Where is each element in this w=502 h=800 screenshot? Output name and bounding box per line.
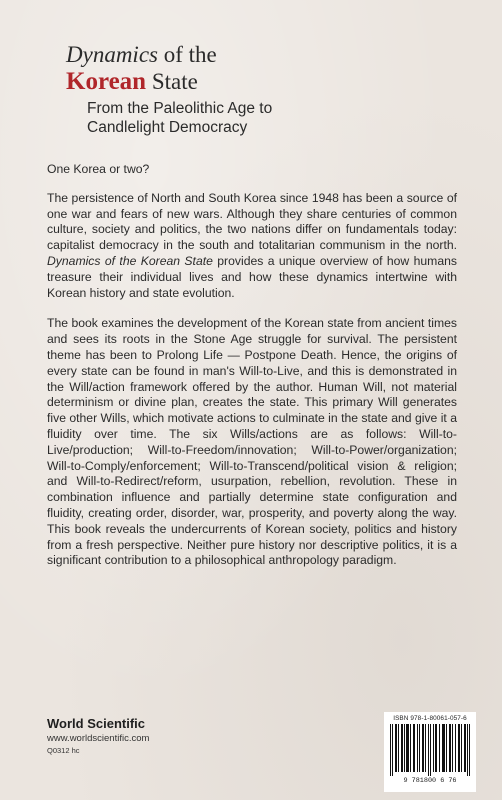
product-code: Q0312 hc xyxy=(47,746,80,755)
blurb-paragraph-2: The book examines the development of the Korean state from ancient times and sees its roots in the Stone Age struggle for survival. The persistent theme has been to Prolong Life — Postpone Death. Hence, the origins of every state can be found in man's Will-to-Live, and this is demonstrated in the Will/action framework offered by the author. Human Will, not material determinism or divine plan, creates the state. This primary Will generates five other Wills, which motivate actions to culminate in the state and give it a fluidity over time. The six Wills/actions are as follows: Will-to-Live/production; Will-to-Freedom/innovation; Will-to-Power/organization; Will-to-Comply/enforcement; Will-to-Transcend/political vision & religion; and Will-to-Redirect/reform, usurpation, rebellion, revolution. These in combination influence and partially determine state configuration and fluidity, creating order, disorder, war, prosperity, and poverty along the way. This book reveals the undercurrents of Korean society, politics and history from a fresh perspective. Neither pure history nor descriptive politics, it is a significant contribution to a philosophical anthropology paradigm. xyxy=(47,316,457,568)
publisher-name: World Scientific xyxy=(47,716,145,731)
subtitle-line1: From the Paleolithic Age to xyxy=(87,100,273,117)
p1-text-start: The persistence of North and South Korea since 1948 has been a source of one war and fears of new wars. Although they share centuries of common culture, society and politics, the two nations differ on fundamentals today: capitalist democracy in the south and totalitarian communism in the north. xyxy=(47,190,457,253)
p1-book-title: Dynamics of the Korean State xyxy=(47,253,213,268)
publisher-block xyxy=(47,716,149,755)
blurb-paragraph-1 xyxy=(47,191,457,302)
book-subtitle xyxy=(66,99,486,137)
book-title-line2 xyxy=(66,68,486,95)
barcode-bars xyxy=(388,724,472,776)
subtitle-line2: Candlelight Democracy xyxy=(87,119,248,136)
book-title-line1 xyxy=(66,42,486,68)
blurb xyxy=(47,162,457,584)
barcode xyxy=(384,712,476,792)
title-line2-rest: State xyxy=(146,69,198,94)
title-block xyxy=(66,42,486,137)
publisher-url: www.worldscientific.com xyxy=(47,733,150,744)
blurb-lead: One Korea or two? xyxy=(47,162,150,176)
barcode-digits: 9 781800 6 76 xyxy=(403,777,457,785)
p1-text-end: provides a unique overview of how humans treasure their individual lives and how these dynamics intertwine with Korean history and state evolution. xyxy=(47,253,457,300)
title-korean-word: Korean xyxy=(66,68,147,95)
title-italic-word: Dynamics xyxy=(66,42,158,67)
isbn-label: ISBN 978-1-80061-057-6 xyxy=(393,715,467,722)
title-line1-rest: of the xyxy=(157,42,217,67)
